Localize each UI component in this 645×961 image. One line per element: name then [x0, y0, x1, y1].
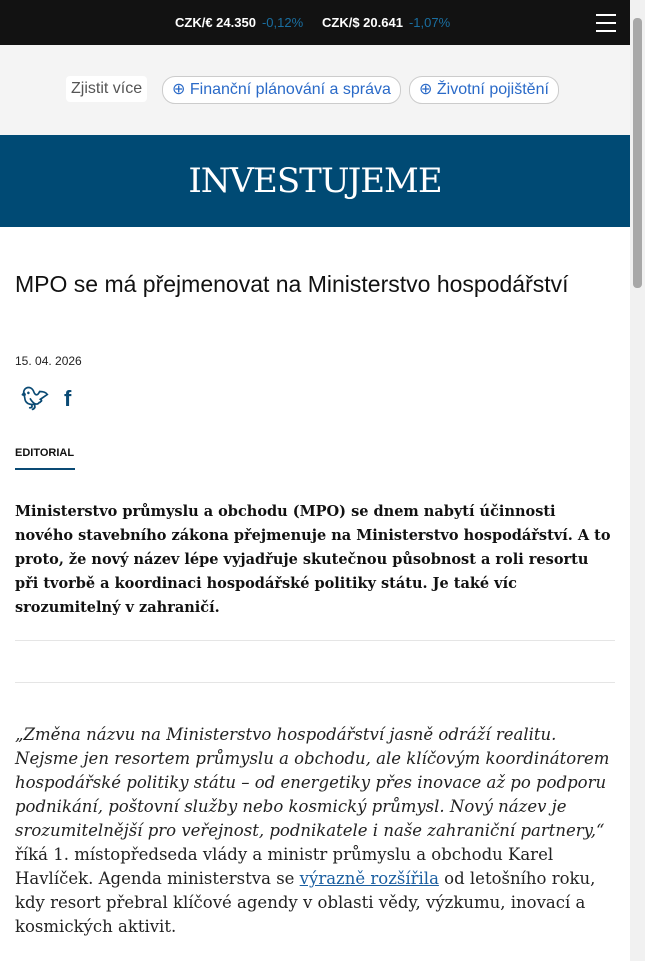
article-date: 15. 04. 2026 [15, 354, 82, 368]
rate-usd: CZK/$ 20.641 -1,07% [322, 15, 451, 30]
facebook-icon[interactable]: f [64, 386, 72, 411]
scrollbar-thumb[interactable] [633, 18, 642, 288]
menu-icon[interactable] [596, 14, 616, 38]
category-tag[interactable]: EDITORIAL [15, 447, 75, 470]
divider [15, 682, 615, 683]
article-link[interactable]: výrazně rozšířila [299, 869, 439, 888]
scrollbar[interactable] [630, 0, 645, 961]
article-title: MPO se má přejmenovat na Ministerstvo hospodářství [15, 271, 569, 297]
promo-link-financial[interactable]: ⊕ Finanční plánování a správa [162, 76, 401, 104]
promo-bar [0, 45, 630, 135]
divider [15, 640, 615, 641]
promo-link-insurance[interactable]: ⊕ Životní pojištění [409, 76, 559, 104]
brand-logo[interactable]: INVESTUJEME [0, 135, 630, 227]
twitter-icon[interactable]: 🐦︎ [21, 386, 49, 411]
top-bar [0, 0, 630, 45]
promo-label: Zjistit více [66, 76, 147, 102]
rate-eur: CZK/€ 24.350 -0,12% [175, 15, 304, 30]
article-lead: Ministerstvo průmyslu a obchodu (MPO) se dnem nabytí účinnosti nového stavebního zákona přejmenuje na Ministerstvo hospodářství. A to proto, že nový název lépe vyjadřuje skutečnou působnost a roli resortu při tvorbě a koordinaci hospodářské politiky státu. Je také víc srozumitelný v zahraničí. [15, 503, 611, 616]
article-body: „Změna názvu na Ministerstvo hospodářství jasně odráží realitu. Nejsme jen resortem průmyslu a obchodu, ale klíčovým koordinátorem hospodářské politiky státu – od energetiky přes inovace až po podporu podnikání, poštovní služby nebo kosmický průmysl. Nový název je srozumitelnější pro veřejnost, podnikatele i naše zahraniční partnery,“ říká 1. místopředseda vlády a ministr průmyslu a obchodu Karel Havlíček. Agenda ministerstva se výrazně rozšířila od letošního roku, kdy resort přebral klíčové agendy v oblasti vědy, výzkumu, inovací a kosmických aktivit. [15, 725, 610, 936]
